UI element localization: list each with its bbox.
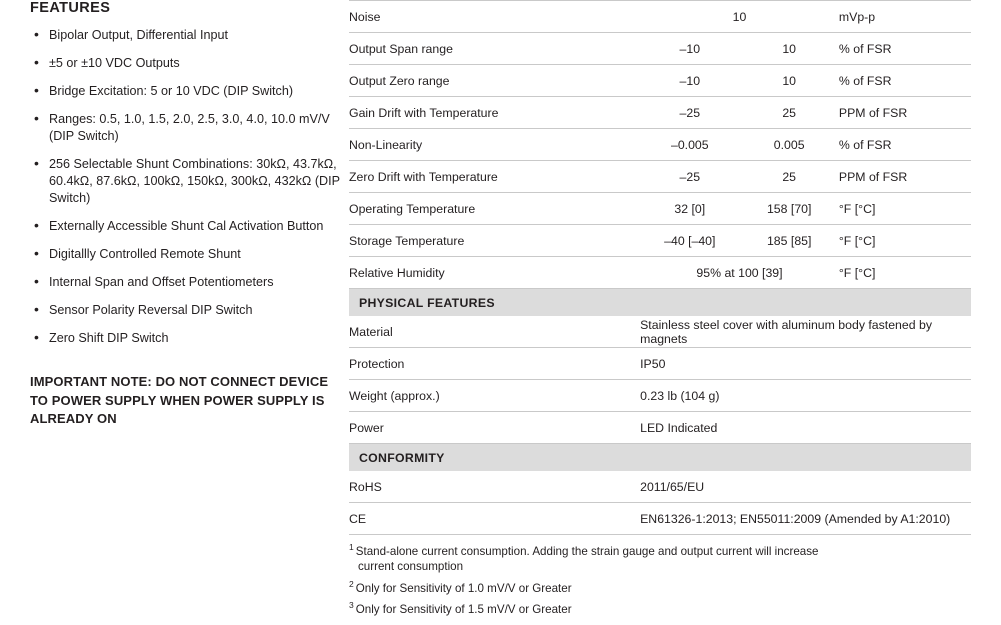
footnote-marker: 3 <box>349 600 354 611</box>
table-row <box>349 193 971 225</box>
list-item: • Internal Span and Offset Potentiometers <box>30 274 340 291</box>
table-row <box>349 161 971 193</box>
row-value: Stainless steel cover with aluminum body fastened by magnets <box>640 316 971 348</box>
list-item: • Bipolar Output, Differential Input <box>30 27 340 44</box>
table-row <box>349 129 971 161</box>
table-row <box>349 412 971 444</box>
row-max-value: 0.005 <box>740 129 839 161</box>
row-label: Output Zero range <box>349 65 640 97</box>
list-item: • Externally Accessible Shunt Cal Activation Button <box>30 218 340 235</box>
row-label: Gain Drift with Temperature <box>349 97 640 129</box>
table-row <box>349 225 971 257</box>
features-list <box>30 27 340 347</box>
footnote <box>349 577 974 596</box>
footnote-marker: 1 <box>349 542 354 552</box>
row-unit: °F [°C] <box>839 225 971 257</box>
row-max-value: 185 [85] <box>740 225 839 257</box>
row-value: EN61326-1:2013; EN55011:2009 (Amended by A1:2010) <box>640 503 971 535</box>
table-row <box>349 33 971 65</box>
list-item: • Digitallly Controlled Remote Shunt <box>30 246 340 263</box>
row-unit: °F [°C] <box>839 257 971 289</box>
row-label: Operating Temperature <box>349 193 640 225</box>
row-min-value: –0.005 <box>640 129 739 161</box>
footnotes <box>349 540 974 620</box>
row-min-value: –40 [–40] <box>640 225 739 257</box>
row-value: IP50 <box>640 348 971 380</box>
footnote-text: Only for Sensitivity of 1.5 mV/V or Greater <box>355 603 572 617</box>
row-unit: °F [°C] <box>839 193 971 225</box>
row-unit: % of FSR <box>839 129 971 161</box>
row-max-value: 10 <box>740 65 839 97</box>
section-label: PHYSICAL FEATURES <box>349 289 971 317</box>
row-label: Zero Drift with Temperature <box>349 161 640 193</box>
features-heading: FEATURES <box>30 0 111 16</box>
list-item: • Sensor Polarity Reversal DIP Switch <box>30 302 340 319</box>
table-row <box>349 257 971 289</box>
row-value: 2011/65/EU <box>640 471 971 503</box>
row-label: Non-Linearity <box>349 129 640 161</box>
row-max-value: 25 <box>740 97 839 129</box>
footnote-continuation: current consumption <box>358 560 464 574</box>
row-label: Output Span range <box>349 33 640 65</box>
footnote <box>349 540 974 575</box>
list-item: • Ranges: 0.5, 1.0, 1.5, 2.0, 2.5, 3.0, 4.0, 10.0 mV/V (DIP Switch) <box>30 111 340 145</box>
row-max-value: 158 [70] <box>740 193 839 225</box>
row-center-value: 95% at 100 [39] <box>640 257 839 289</box>
list-item: • ±5 or ±10 VDC Outputs <box>30 55 340 72</box>
specifications-table <box>349 0 971 535</box>
section-header-conformity <box>349 444 971 472</box>
row-unit: PPM of FSR <box>839 161 971 193</box>
section-header-physical-features <box>349 289 971 317</box>
table-row <box>349 503 971 535</box>
row-max-value: 25 <box>740 161 839 193</box>
row-label: Storage Temperature <box>349 225 640 257</box>
row-center-value: 10 <box>640 1 839 33</box>
row-label: Relative Humidity <box>349 257 640 289</box>
specifications-table-wrap <box>349 0 971 535</box>
table-row <box>349 380 971 412</box>
table-row <box>349 471 971 503</box>
list-item: • 256 Selectable Shunt Combinations: 30kΩ, 43.7kΩ, 60.4kΩ, 87.6kΩ, 100kΩ, 150kΩ, 300kΩ, 432kΩ (DIP Switch) <box>30 156 340 207</box>
row-label: Material <box>349 316 640 348</box>
row-min-value: 32 [0] <box>640 193 739 225</box>
row-label: Weight (approx.) <box>349 380 640 412</box>
row-min-value: –25 <box>640 97 739 129</box>
row-unit: % of FSR <box>839 65 971 97</box>
row-unit: mVp-p <box>839 1 971 33</box>
footnote-text: Stand-alone current consumption. Adding the strain gauge and output current will increase <box>355 544 819 558</box>
footnote <box>349 598 974 617</box>
table-row <box>349 316 971 348</box>
row-label: Noise <box>349 1 640 33</box>
row-label: Power <box>349 412 640 444</box>
important-note: IMPORTANT NOTE: DO NOT CONNECT DEVICE TO POWER SUPPLY WHEN POWER SUPPLY IS ALREADY ON <box>30 374 329 426</box>
list-item: • Bridge Excitation: 5 or 10 VDC (DIP Switch) <box>30 83 340 100</box>
table-row <box>349 348 971 380</box>
row-label: RoHS <box>349 471 640 503</box>
table-row <box>349 1 971 33</box>
list-item: • Zero Shift DIP Switch <box>30 330 340 347</box>
row-value: 0.23 lb (104 g) <box>640 380 971 412</box>
row-value: LED Indicated <box>640 412 971 444</box>
row-label: CE <box>349 503 640 535</box>
row-unit: PPM of FSR <box>839 97 971 129</box>
footnote-marker: 2 <box>349 578 354 589</box>
row-min-value: –25 <box>640 161 739 193</box>
footnote-text: Only for Sensitivity of 1.0 mV/V or Greater <box>355 581 572 595</box>
row-min-value: –10 <box>640 65 739 97</box>
row-max-value: 10 <box>740 33 839 65</box>
row-unit: % of FSR <box>839 33 971 65</box>
table-row <box>349 65 971 97</box>
features-section <box>30 0 340 429</box>
row-label: Protection <box>349 348 640 380</box>
section-label: CONFORMITY <box>349 444 971 472</box>
table-row <box>349 97 971 129</box>
row-min-value: –10 <box>640 33 739 65</box>
